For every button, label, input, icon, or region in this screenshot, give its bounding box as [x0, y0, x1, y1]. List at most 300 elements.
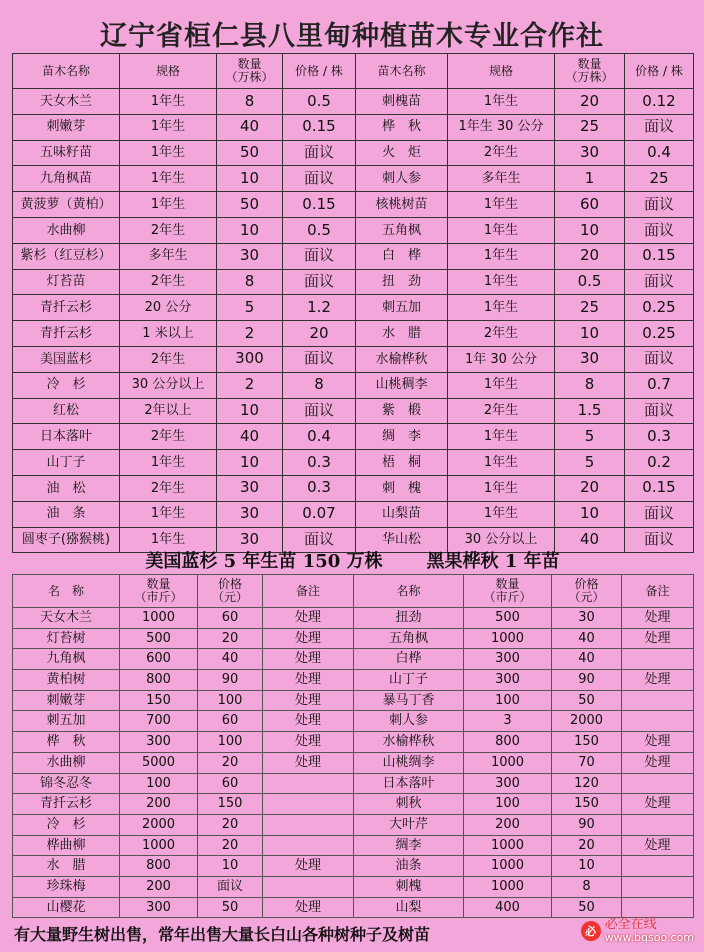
- table-cell: 1年生: [448, 424, 555, 450]
- table-cell: 8: [283, 372, 356, 398]
- stock-banner: [12, 545, 693, 575]
- table-cell: 紫 椴: [356, 398, 448, 424]
- table-cell: 2年生: [448, 398, 555, 424]
- seedling-price-table: [12, 53, 694, 553]
- seedling-row: [13, 269, 694, 295]
- banner-black-fruit: 黑果桦秋 1 年苗: [426, 551, 560, 572]
- table-cell: 70: [552, 752, 622, 773]
- table-cell: 5: [555, 450, 625, 476]
- table-cell: 20: [198, 628, 263, 649]
- table-cell: 0.2: [625, 450, 694, 476]
- table-cell: 10: [217, 217, 283, 243]
- table-cell: 3: [464, 711, 552, 732]
- table-cell: 红松: [13, 398, 120, 424]
- table-cell: 10: [217, 398, 283, 424]
- table-cell: 2年生: [120, 269, 217, 295]
- seedling-row: [13, 140, 694, 166]
- table-cell: 火 炬: [356, 140, 448, 166]
- table-cell: 处理: [263, 628, 354, 649]
- table-cell: [622, 856, 694, 877]
- table-cell: 100: [198, 690, 263, 711]
- table-cell: 1年生: [120, 450, 217, 476]
- table-cell: 8: [217, 269, 283, 295]
- column-header: 苗木名称: [356, 54, 448, 89]
- table-cell: 处理: [263, 670, 354, 691]
- table-cell: 90: [552, 814, 622, 835]
- table-cell: 50: [198, 897, 263, 918]
- table-cell: 处理: [263, 856, 354, 877]
- table-cell: 800: [464, 732, 552, 753]
- table-cell: 华山松: [356, 527, 448, 553]
- table-cell: 日本落叶: [354, 773, 464, 794]
- table-cell: 200: [120, 794, 198, 815]
- table-cell: 面议: [283, 166, 356, 192]
- seed-row: [13, 608, 694, 629]
- table-cell: 5: [217, 295, 283, 321]
- column-header: 价格 （元）: [552, 575, 622, 608]
- table-cell: [263, 794, 354, 815]
- table-header-row: [13, 54, 694, 89]
- column-header: 价格 （元）: [198, 575, 263, 608]
- table-cell: [622, 711, 694, 732]
- table-cell: 1年生: [448, 501, 555, 527]
- seed-row: [13, 628, 694, 649]
- table-cell: 冷 杉: [13, 814, 120, 835]
- table-cell: 40: [552, 628, 622, 649]
- table-cell: 30: [552, 608, 622, 629]
- table-cell: 面议: [283, 527, 356, 553]
- table-cell: 黄菠萝（黄柏）: [13, 192, 120, 218]
- table-cell: 面议: [625, 501, 694, 527]
- table-cell: 40: [555, 527, 625, 553]
- table-cell: 黄柏树: [13, 670, 120, 691]
- table-cell: 水 腊: [356, 321, 448, 347]
- table-cell: 面议: [625, 398, 694, 424]
- table-cell: 2: [217, 321, 283, 347]
- table-cell: 100: [464, 690, 552, 711]
- table-cell: 珍珠梅: [13, 876, 120, 897]
- table-cell: 20: [283, 321, 356, 347]
- table-cell: 1年生: [448, 295, 555, 321]
- column-header: 规格: [120, 54, 217, 89]
- table-cell: 150: [120, 690, 198, 711]
- table-cell: 10: [552, 856, 622, 877]
- table-cell: 扭劲: [354, 608, 464, 629]
- table-cell: 0.3: [625, 424, 694, 450]
- seed-row: [13, 835, 694, 856]
- table-cell: 1: [555, 166, 625, 192]
- table-cell: 1年生: [448, 192, 555, 218]
- table-cell: 1年生 30 公分: [448, 114, 555, 140]
- table-cell: 10: [217, 450, 283, 476]
- table-cell: 油条: [354, 856, 464, 877]
- table-cell: 天女木兰: [13, 608, 120, 629]
- table-cell: 2年生: [448, 140, 555, 166]
- seed-row: [13, 649, 694, 670]
- table-cell: 8: [555, 372, 625, 398]
- seedling-row: [13, 114, 694, 140]
- seed-row: [13, 856, 694, 877]
- table-cell: 25: [555, 295, 625, 321]
- table-cell: 水榆桦秋: [354, 732, 464, 753]
- column-header: 数量 （万株）: [217, 54, 283, 89]
- table-cell: 1 米以上: [120, 321, 217, 347]
- seedling-row: [13, 372, 694, 398]
- table-cell: 大叶芹: [354, 814, 464, 835]
- table-cell: 30 公分以上: [448, 527, 555, 553]
- table-cell: 处理: [263, 752, 354, 773]
- table-cell: 0.15: [625, 475, 694, 501]
- table-cell: 300: [464, 670, 552, 691]
- table-cell: 150: [552, 794, 622, 815]
- column-header: 数量 （万株）: [555, 54, 625, 89]
- table-cell: 处理: [263, 711, 354, 732]
- table-cell: 九角枫苗: [13, 166, 120, 192]
- table-cell: 灯苔苗: [13, 269, 120, 295]
- table-cell: [622, 690, 694, 711]
- column-header: 数量 （市斤）: [464, 575, 552, 608]
- table-cell: 10: [217, 166, 283, 192]
- table-cell: 天女木兰: [13, 89, 120, 115]
- table-cell: 120: [552, 773, 622, 794]
- column-header: 数量 （市斤）: [120, 575, 198, 608]
- table-cell: 2000: [120, 814, 198, 835]
- table-cell: 2年生: [120, 475, 217, 501]
- table-cell: 20: [198, 835, 263, 856]
- table-cell: 1年生: [120, 140, 217, 166]
- table-cell: 1年生: [120, 501, 217, 527]
- table-cell: 处理: [263, 897, 354, 918]
- table-cell: 0.5: [555, 269, 625, 295]
- table-cell: 油 条: [13, 501, 120, 527]
- table-cell: 面议: [283, 346, 356, 372]
- table-cell: 刺人参: [356, 166, 448, 192]
- table-cell: 60: [198, 711, 263, 732]
- table-cell: 90: [552, 670, 622, 691]
- table-cell: 水 腊: [13, 856, 120, 877]
- table-cell: 30: [217, 475, 283, 501]
- seedling-row: [13, 424, 694, 450]
- table-cell: 100: [464, 794, 552, 815]
- table-cell: 刺槐苗: [356, 89, 448, 115]
- table-cell: 处理: [263, 608, 354, 629]
- table-cell: 山桃稠李: [356, 372, 448, 398]
- table-cell: 1年 30 公分: [448, 346, 555, 372]
- table-cell: 刺嫩芽: [13, 690, 120, 711]
- table-cell: 25: [555, 114, 625, 140]
- table-cell: 10: [555, 321, 625, 347]
- seedling-row: [13, 475, 694, 501]
- table-cell: 核桃树苗: [356, 192, 448, 218]
- table-cell: 面议: [625, 346, 694, 372]
- table-cell: 处理: [622, 794, 694, 815]
- table-cell: 60: [555, 192, 625, 218]
- table-cell: 600: [120, 649, 198, 670]
- table-cell: 白桦: [354, 649, 464, 670]
- table-cell: 青扦云杉: [13, 295, 120, 321]
- seed-price-table: [12, 574, 694, 918]
- table-cell: 处理: [622, 628, 694, 649]
- table-cell: 200: [464, 814, 552, 835]
- table-cell: 多年生: [120, 243, 217, 269]
- seedling-row: [13, 398, 694, 424]
- table-cell: 1.2: [283, 295, 356, 321]
- table-cell: 0.07: [283, 501, 356, 527]
- seedling-row: [13, 243, 694, 269]
- table-cell: 800: [120, 670, 198, 691]
- table-cell: 0.15: [283, 192, 356, 218]
- table-cell: 2年以上: [120, 398, 217, 424]
- table-cell: 水榆桦秋: [356, 346, 448, 372]
- table-cell: [263, 773, 354, 794]
- page-title: 辽宁省桓仁县八里甸种植苗木专业合作社: [100, 21, 604, 52]
- table-cell: 1年生: [120, 114, 217, 140]
- table-cell: 0.25: [625, 321, 694, 347]
- table-cell: 青扦云杉: [13, 794, 120, 815]
- seedling-row: [13, 217, 694, 243]
- table-cell: 扭 劲: [356, 269, 448, 295]
- column-header: 苗木名称: [13, 54, 120, 89]
- table-cell: 1000: [464, 752, 552, 773]
- table-cell: 25: [625, 166, 694, 192]
- table-cell: 30: [217, 243, 283, 269]
- table-cell: 0.7: [625, 372, 694, 398]
- table-cell: 400: [464, 897, 552, 918]
- table-cell: 2年生: [120, 424, 217, 450]
- table-cell: 0.5: [283, 89, 356, 115]
- table-cell: 处理: [622, 752, 694, 773]
- table-cell: 九角枫: [13, 649, 120, 670]
- table-cell: 面议: [625, 217, 694, 243]
- table-cell: 0.15: [283, 114, 356, 140]
- table-cell: 20: [555, 243, 625, 269]
- table-cell: 面议: [625, 269, 694, 295]
- table-cell: 处理: [263, 690, 354, 711]
- table-cell: [622, 897, 694, 918]
- watermark-text: 必全在线: [604, 916, 657, 932]
- table-cell: 5000: [120, 752, 198, 773]
- table-cell: 刺五加: [13, 711, 120, 732]
- table-cell: [263, 835, 354, 856]
- table-cell: 刺人参: [354, 711, 464, 732]
- table-cell: 300: [217, 346, 283, 372]
- table-cell: 1000: [464, 835, 552, 856]
- column-header: 名 称: [13, 575, 120, 608]
- table-cell: [263, 814, 354, 835]
- table-cell: 桦曲柳: [13, 835, 120, 856]
- table-cell: 300: [120, 897, 198, 918]
- table-cell: 1年生: [448, 243, 555, 269]
- table-cell: 30: [217, 527, 283, 553]
- table-cell: 40: [552, 649, 622, 670]
- table-cell: [622, 814, 694, 835]
- table-cell: 山樱花: [13, 897, 120, 918]
- seed-row: [13, 711, 694, 732]
- table-cell: 1年生: [448, 475, 555, 501]
- table-cell: 700: [120, 711, 198, 732]
- table-cell: [622, 876, 694, 897]
- table-cell: 20: [555, 475, 625, 501]
- table-cell: [622, 773, 694, 794]
- table-cell: 2000: [552, 711, 622, 732]
- watermark-url: www.bqsoo.com: [604, 930, 694, 944]
- table-cell: 灯苔树: [13, 628, 120, 649]
- table-cell: 1年生: [448, 217, 555, 243]
- table-cell: 40: [198, 649, 263, 670]
- seed-row: [13, 876, 694, 897]
- table-cell: 2年生: [120, 346, 217, 372]
- seedling-row: [13, 346, 694, 372]
- table-cell: 1年生: [120, 527, 217, 553]
- table-cell: 30: [555, 346, 625, 372]
- table-cell: 刺 槐: [356, 475, 448, 501]
- table-cell: 50: [217, 140, 283, 166]
- table-cell: 处理: [622, 835, 694, 856]
- seedling-row: [13, 501, 694, 527]
- banner-blue-spruce: 美国蓝杉 5 年生苗 150 万株: [145, 551, 383, 572]
- table-cell: 500: [464, 608, 552, 629]
- table-cell: 山梨: [354, 897, 464, 918]
- table-cell: 30: [217, 501, 283, 527]
- table-cell: 1000: [120, 608, 198, 629]
- table-cell: 圆枣子(猕猴桃): [13, 527, 120, 553]
- watermark-logo-icon: 必: [581, 921, 601, 941]
- table-cell: 300: [464, 773, 552, 794]
- table-cell: 0.3: [283, 450, 356, 476]
- table-cell: 1.5: [555, 398, 625, 424]
- seedling-row: [13, 321, 694, 347]
- table-cell: 30 公分以上: [120, 372, 217, 398]
- seedling-row: [13, 89, 694, 115]
- table-cell: 20: [198, 752, 263, 773]
- table-cell: 2年生: [448, 321, 555, 347]
- table-cell: 40: [217, 424, 283, 450]
- table-cell: 1000: [464, 628, 552, 649]
- column-header: 名称: [354, 575, 464, 608]
- table-cell: 10: [555, 501, 625, 527]
- column-header: 备注: [622, 575, 694, 608]
- watermark: [581, 918, 694, 944]
- column-header: 价格 / 株: [283, 54, 356, 89]
- seedling-row: [13, 166, 694, 192]
- table-cell: 梧 桐: [356, 450, 448, 476]
- table-cell: 面议: [625, 114, 694, 140]
- seed-row: [13, 670, 694, 691]
- table-cell: 山桃绸李: [354, 752, 464, 773]
- table-cell: 60: [198, 773, 263, 794]
- table-cell: 8: [217, 89, 283, 115]
- table-header-row: [13, 575, 694, 608]
- table-cell: 1年生: [120, 192, 217, 218]
- table-cell: 1000: [464, 876, 552, 897]
- table-cell: 1年生: [120, 166, 217, 192]
- table-cell: 紫杉（红豆杉）: [13, 243, 120, 269]
- table-cell: 0.4: [625, 140, 694, 166]
- table-cell: 面议: [625, 527, 694, 553]
- seed-row: [13, 773, 694, 794]
- table-cell: 20: [555, 89, 625, 115]
- table-cell: 刺嫩芽: [13, 114, 120, 140]
- table-cell: 暴马丁香: [354, 690, 464, 711]
- table-cell: 水曲柳: [13, 217, 120, 243]
- table-cell: 白 桦: [356, 243, 448, 269]
- table-cell: 锦冬忍冬: [13, 773, 120, 794]
- table-cell: 0.12: [625, 89, 694, 115]
- table-cell: 面议: [625, 192, 694, 218]
- table-cell: 处理: [622, 670, 694, 691]
- table-cell: 300: [120, 732, 198, 753]
- table-cell: 100: [120, 773, 198, 794]
- table-cell: [263, 876, 354, 897]
- table-cell: 面议: [283, 140, 356, 166]
- table-cell: 300: [464, 649, 552, 670]
- table-cell: 山丁子: [13, 450, 120, 476]
- table-cell: 30: [555, 140, 625, 166]
- table-cell: 日本落叶: [13, 424, 120, 450]
- table-cell: 刺五加: [356, 295, 448, 321]
- table-cell: 处理: [622, 608, 694, 629]
- table-cell: 60: [198, 608, 263, 629]
- table-cell: 150: [198, 794, 263, 815]
- table-cell: 800: [120, 856, 198, 877]
- table-cell: 50: [552, 690, 622, 711]
- seed-row: [13, 794, 694, 815]
- table-cell: 冷 杉: [13, 372, 120, 398]
- table-cell: 50: [552, 897, 622, 918]
- table-cell: 50: [217, 192, 283, 218]
- table-cell: 40: [217, 114, 283, 140]
- table-cell: 面议: [283, 398, 356, 424]
- table-cell: 0.25: [625, 295, 694, 321]
- table-cell: 1年生: [448, 372, 555, 398]
- seedling-row: [13, 192, 694, 218]
- table-cell: 90: [198, 670, 263, 691]
- table-cell: 青扦云杉: [13, 321, 120, 347]
- seedling-row: [13, 295, 694, 321]
- table-cell: 处理: [622, 732, 694, 753]
- table-cell: 山梨苗: [356, 501, 448, 527]
- table-cell: 桦 秋: [13, 732, 120, 753]
- seed-row: [13, 690, 694, 711]
- table-cell: 1年生: [448, 450, 555, 476]
- table-cell: 处理: [263, 649, 354, 670]
- table-cell: 150: [552, 732, 622, 753]
- seedling-row: [13, 450, 694, 476]
- column-header: 规格: [448, 54, 555, 89]
- table-cell: 0.5: [283, 217, 356, 243]
- table-cell: 面议: [198, 876, 263, 897]
- table-cell: 8: [552, 876, 622, 897]
- table-cell: 10: [555, 217, 625, 243]
- table-cell: 多年生: [448, 166, 555, 192]
- table-cell: 处理: [263, 732, 354, 753]
- table-cell: 0.3: [283, 475, 356, 501]
- table-cell: 绸李: [354, 835, 464, 856]
- table-cell: 2: [217, 372, 283, 398]
- table-cell: 美国蓝杉: [13, 346, 120, 372]
- table-cell: 绸 李: [356, 424, 448, 450]
- table-cell: 2年生: [120, 217, 217, 243]
- table-cell: 桦 秋: [356, 114, 448, 140]
- table-cell: 20: [198, 814, 263, 835]
- table-cell: 水曲柳: [13, 752, 120, 773]
- table-cell: 10: [198, 856, 263, 877]
- table-cell: 五角枫: [354, 628, 464, 649]
- table-cell: 1000: [464, 856, 552, 877]
- table-cell: 1年生: [448, 89, 555, 115]
- table-cell: 1000: [120, 835, 198, 856]
- table-cell: 五味籽苗: [13, 140, 120, 166]
